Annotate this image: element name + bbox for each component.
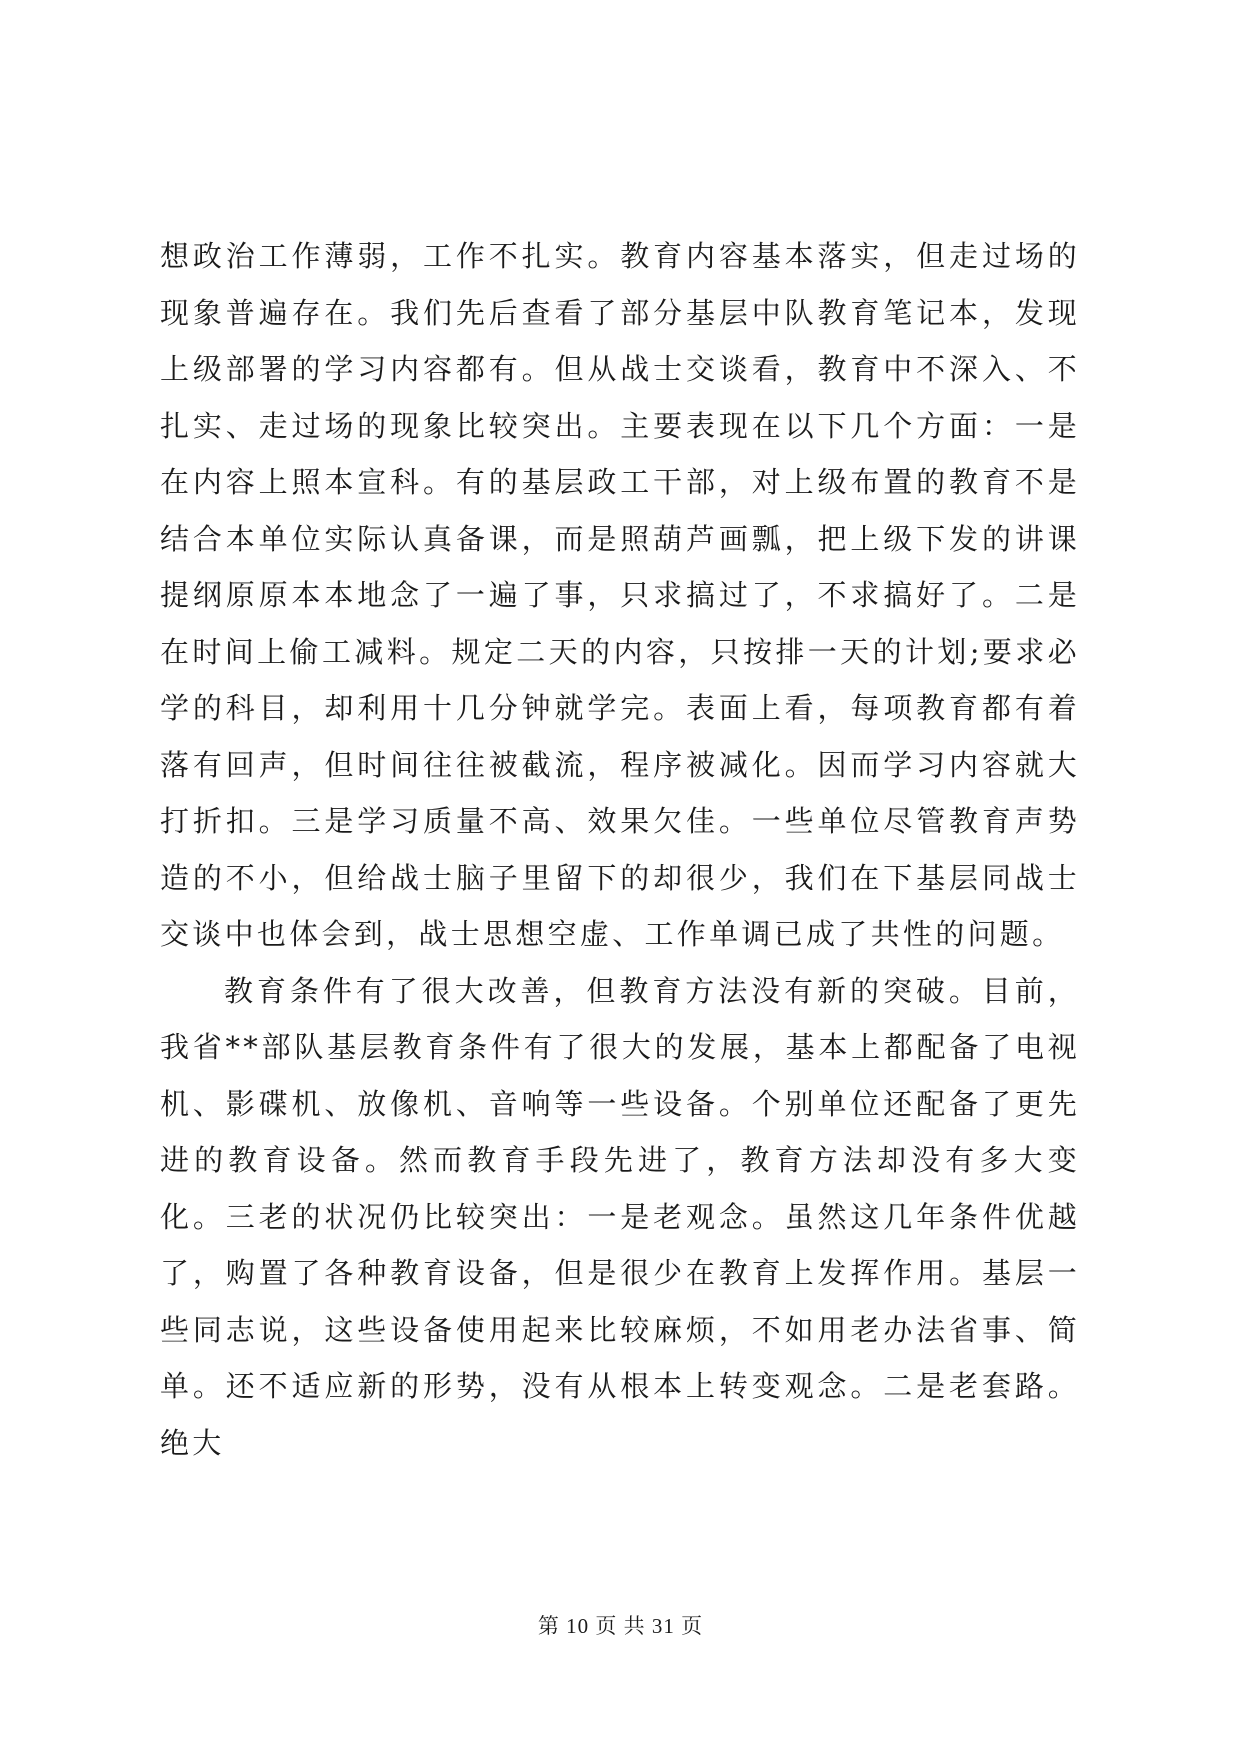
paragraph-2: 教育条件有了很大改善，但教育方法没有新的突破。目前，我省**部队基层教育条件有了很大的发展，基本上都配备了电视机、影碟机、放像机、音响等一些设备。个别单位还配备了更先进的教育设备。然而教育手段先进了，教育方法却没有多大变化。三老的状况仍比较突出：一是老观念。虽然这几年条件优越了，购置了各种教育设备，但是很少在教育上发挥作用。基层一些同志说，这些设备使用起来比较麻烦，不如用老办法省事、简单。还不适应新的形势，没有从根本上转变观念。二是老套路。绝大 — [160, 973, 1080, 1460]
body-text — [160, 228, 1080, 1471]
page-number: 第 10 页 共 31 页 — [537, 1614, 704, 1638]
page-footer — [0, 1610, 1241, 1640]
paragraph-1: 想政治工作薄弱，工作不扎实。教育内容基本落实，但走过场的现象普遍存在。我们先后查看了部分基层中队教育笔记本，发现上级部署的学习内容都有。但从战士交谈看，教育中不深入、不扎实、走过场的现象比较突出。主要表现在以下几个方面：一是在内容上照本宣科。有的基层政工干部，对上级布置的教育不是结合本单位实际认真备课，而是照葫芦画瓢，把上级下发的讲课提纲原原本本地念了一遍了事，只求搞过了，不求搞好了。二是在时间上偷工减料。规定二天的内容，只按排一天的计划;要求必学的科目，却利用十几分钟就学完。表面上看，每项教育都有着落有回声，但时间往往被截流，程序被减化。因而学习内容就大打折扣。三是学习质量不高、效果欠佳。一些单位尽管教育声势造的不小，但给战士脑子里留下的却很少，我们在下基层同战士交谈中也体会到，战士思想空虚、工作单调已成了共性的问题。 — [160, 239, 1080, 951]
